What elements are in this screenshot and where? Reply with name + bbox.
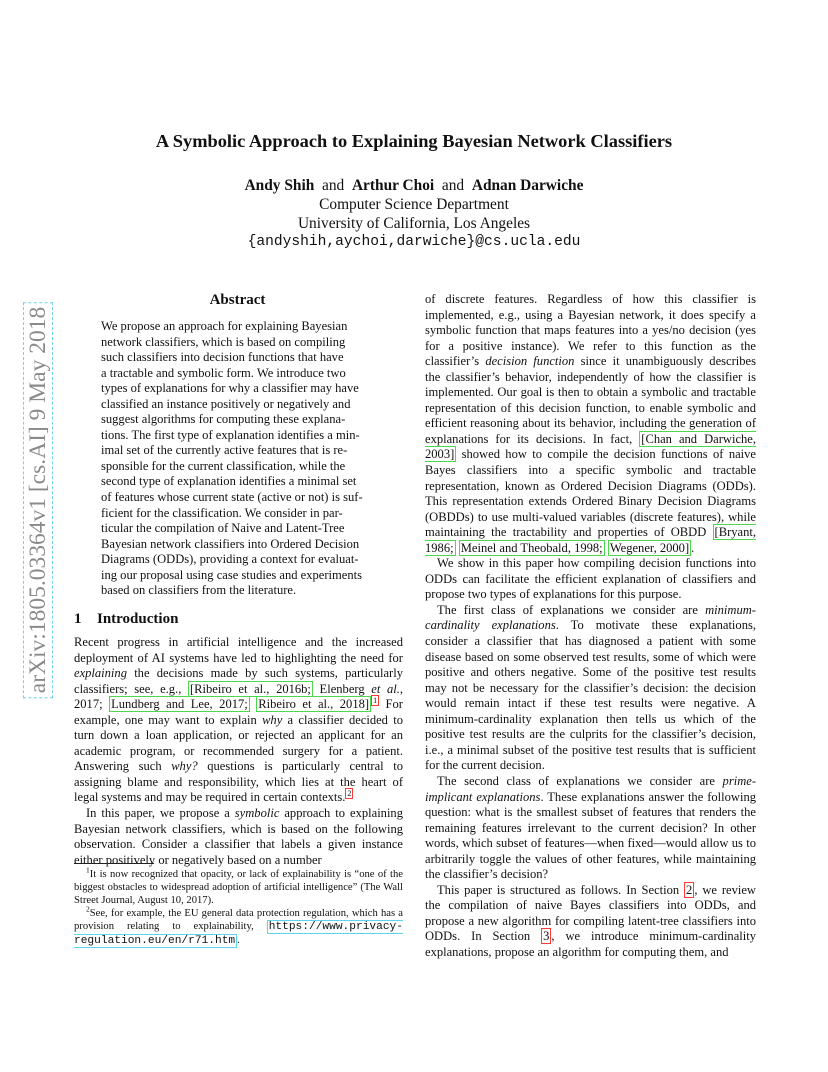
footnote-rule bbox=[74, 863, 154, 864]
abstract-heading: Abstract bbox=[209, 292, 266, 308]
citation-link[interactable]: Wegener, 2000] bbox=[609, 540, 690, 555]
and-1: and bbox=[322, 177, 345, 194]
section-title: Introduction bbox=[97, 611, 179, 627]
and-2: and bbox=[441, 177, 465, 194]
abstract-line: such classifiers into decision functions that have bbox=[101, 350, 344, 365]
section-heading-introduction bbox=[74, 611, 178, 628]
arxiv-stamp[interactable]: arXiv:1805.03364v1 [cs.AI] 9 May 2018 bbox=[23, 302, 53, 698]
abstract-line: a tractable and symbolic form. We introduce two bbox=[101, 365, 346, 380]
right-paragraph-2: We show in this paper how compiling decision functions into ODDs can facilitate the efficient explanation of classifiers and propose two types of explanations for this purpose. bbox=[425, 556, 756, 602]
author-2: Arthur Choi bbox=[351, 177, 435, 194]
intro-paragraph-1: Recent progress in artificial intelligence and the increased deployment of AI systems have led to highlighting the need for explaining the decisions made by such systems, particularly classifiers; see, e.g., [Ribeiro et al., 2016b; Elenberg et al., 2017; Lundberg and Lee, 2017; Ribeiro et al., 2018] $^1$ For example, one may want to explain why a classifier decided to turn down a loan application, or rejected an applicant for an academic program, or recommended surgery for a patient. Answering such why? questions is particularly central to assigning blame and responsibility, which lies at the heart of legal systems and may be required in certain contexts. $^2$ bbox=[74, 635, 403, 805]
author-1: Andy Shih bbox=[244, 177, 315, 194]
abstract-line: Bayesian network classifiers into Ordered Decision bbox=[101, 536, 360, 551]
abstract-line: We propose an approach for explaining Bayesian bbox=[101, 319, 348, 333]
abstract-line: based on classifiers from the literature. bbox=[101, 583, 297, 598]
section-link-2[interactable]: 2 bbox=[686, 882, 693, 897]
right-column bbox=[425, 292, 756, 961]
author-3: Adnan Darwiche bbox=[471, 177, 584, 194]
paper-title: A Symbolic Approach to Explaining Bayesian Network Classifiers bbox=[155, 131, 673, 151]
left-column bbox=[74, 635, 403, 868]
abstract-line: ing our proposal using case studies and experiments bbox=[101, 567, 362, 582]
intro-paragraph-2: In this paper, we propose a symbolic approach to explaining Bayesian network classifiers, which is based on the following observation. Consider a classifier that labels a given instance either positively or negatively based on a number bbox=[74, 806, 403, 867]
footnote-link-2[interactable]: 2 bbox=[347, 789, 352, 799]
abstract-line: Diagrams (ODDs), providing a context for evaluat- bbox=[101, 552, 359, 567]
footnote-link-1[interactable]: 1 bbox=[373, 696, 378, 706]
footnote-2: $^2$See, for example, the EU general data protection regulation, which has a provision relating to explainability, https://www.privacy-regulation.eu/en/r71.htm . bbox=[74, 904, 403, 947]
abstract-line: ticular the compilation of Naive and Latent-Tree bbox=[101, 521, 345, 536]
abstract-line: network classifiers, which is based on compiling bbox=[101, 334, 346, 349]
citation-link[interactable]: [Bryant, 1986; bbox=[425, 525, 756, 555]
abstract-body bbox=[101, 319, 376, 599]
right-paragraph-3: The first class of explanations we consider are minimum-cardinality explanations. To motivate these explanations, consider a classifier that has diagnosed a patient with some disease based on some observed test results, some of which were positive and others negative. Some of the positive test results may not be necessary for the classifier’s decision: the decision would remain intact if these test results were negative. A minimum-cardinality explanation then tells us which of the positive test results are the culprits for the classifier’s decision, i.e., a minimal subset of the positive test results that is sufficient for the current decision. bbox=[425, 602, 756, 773]
abstract-line: suggest algorithms for computing these explana- bbox=[101, 412, 346, 427]
abstract-line: classified an instance positively or negatively and bbox=[101, 396, 351, 411]
author-block bbox=[0, 176, 828, 252]
section-link-3[interactable]: 3 bbox=[543, 929, 550, 944]
citation-link[interactable]: Meinel and Theobald, 1998; bbox=[460, 540, 603, 555]
abstract-line: imal set of the currently active features that is re- bbox=[101, 443, 348, 458]
arxiv-stamp-box bbox=[18, 262, 58, 738]
department: Computer Science Department bbox=[319, 196, 509, 213]
abstract-line: of features whose current state (active or not) is suf- bbox=[101, 490, 363, 505]
right-paragraph-1: of discrete features. Regardless of how this classifier is implemented, e.g., using a Bayesian network, it does specify a symbolic function that maps features into a yes/no decision (yes for a positive instance). We refer to this function as the classifier’s decision function since it unambiguously describes the classifier’s behavior, independently of how the classifier is implemented. Our goal is then to obtain a symbolic and tractable representation of this decision function, to enable symbolic and efficient reasoning about its behavior, including the generation of explanations for its decisions. In fact, [Chan and Darwiche, 2003] showed how to compile the decision functions of naive Bayes classifiers into a specific symbolic and tractable representation, known as Ordered Decision Diagrams (ODDs). This representation extends Ordered Binary Decision Diagrams (OBDDs) to use multi-valued variables (discrete features), while maintaining the tractability and properties of OBDD [Bryant, 1986; Meinel and Theobald, 1998; Wegener, 2000] . bbox=[425, 292, 756, 555]
abstract-line: ficient for the classification. We consider in par- bbox=[101, 505, 343, 520]
citation-link[interactable]: Lundberg and Lee, 2017; bbox=[111, 697, 248, 712]
right-paragraph-4: The second class of explanations we consider are prime-implicant explanations. These explanations answer the following question: what is the smallest subset of features that renders the remaining features irrelevant to the current decision? In other words, which subset of features—when fixed—would allow us to arbitrarily toggle the values of other features, while maintaining the classifier’s decision? bbox=[425, 773, 756, 882]
abstract-line: sponsible for the current classification, while the bbox=[101, 458, 346, 473]
right-paragraph-5: This paper is structured as follows. In Section 2 , we review the compilation of naive Bayes classifiers into ODDs, and propose a new algorithm for compiling latent-tree classifiers into ODDs. In Section 3 , we introduce minimum-cardinality explanations, propose an algorithm for computing them, and bbox=[425, 882, 757, 959]
citation-link[interactable]: [Chan and Darwiche, 2003] bbox=[425, 431, 756, 462]
university: University of California, Los Angeles bbox=[297, 215, 531, 232]
abstract-line: tions. The first type of explanation identifies a min- bbox=[101, 427, 360, 442]
author-names bbox=[0, 176, 828, 195]
citation-link[interactable]: Ribeiro et al., 2018] bbox=[258, 697, 370, 712]
footnote-url-link[interactable]: https://www.privacy-regulation.eu/en/r71.htm bbox=[74, 921, 403, 947]
footnote-1: $^1$It is now recognized that opacity, or lack of explainability is “one of the biggest obstacles to widespread adoption of artificial intelligence” (The Wall Street Journal, August 10, 2017). bbox=[74, 865, 403, 906]
abstract-line: second type of explanation identifies a minimal set bbox=[101, 474, 357, 489]
footnotes bbox=[74, 865, 403, 948]
citation-link[interactable]: [Ribeiro et al., 2016b; bbox=[189, 681, 311, 696]
abstract-line: types of explanations for why a classifier may have bbox=[101, 381, 359, 396]
section-number: 1 bbox=[74, 611, 82, 627]
author-emails: {andyshih,aychoi,darwiche}@cs.ucla.edu bbox=[247, 234, 581, 250]
